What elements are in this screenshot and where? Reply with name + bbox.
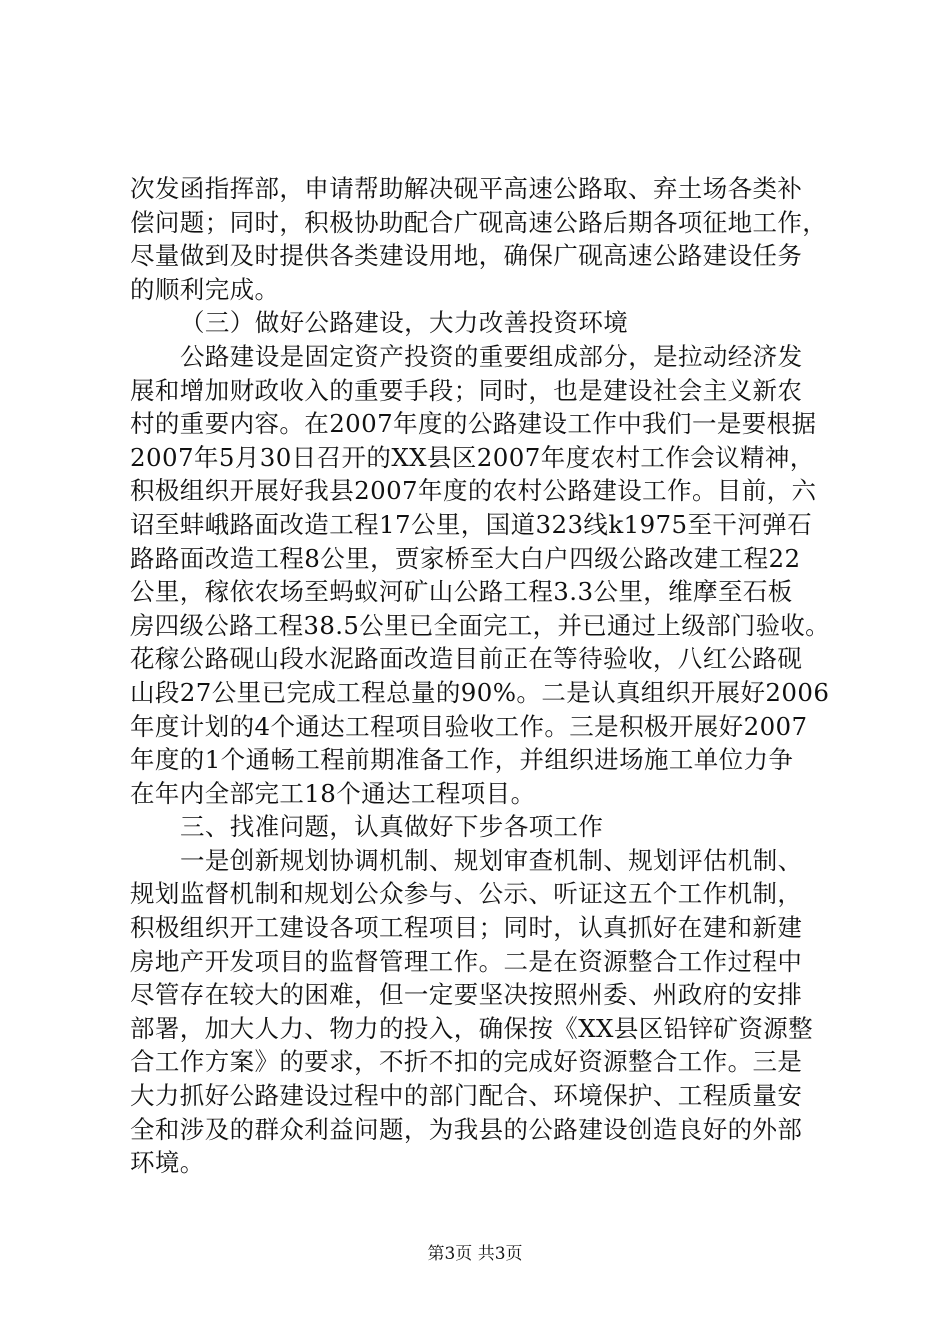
text-line: 规划监督机制和规划公众参与、公示、听证这五个工作机制， — [130, 879, 803, 909]
text-line: 一是创新规划协调机制、规划审查机制、规划评估机制、 — [180, 845, 803, 875]
text-line: 部署，加大人力、物力的投入，确保按《XX县区铅锌矿资源整 — [130, 1013, 814, 1043]
text-line: 年度计划的4个通达工程项目验收工作。三是积极开展好2007 — [130, 711, 808, 741]
text-line: 尽量做到及时提供各类建设用地，确保广砚高速公路建设任务 — [130, 241, 803, 271]
text-line: 房四级公路工程38.5公里已全面完工，并已通过上级部门验收。 — [130, 610, 830, 640]
text-line: 次发函指挥部，申请帮助解决砚平高速公路取、弃土场各类补 — [130, 174, 803, 203]
page-number-footer: 第3页 共3页 — [427, 1244, 523, 1264]
text-line: 2007年5月30日召开的XX县区2007年度农村工作会议精神， — [130, 442, 815, 472]
text-line: 花稼公路砚山段水泥路面改造目前正在等待验收，八红公路砚 — [130, 644, 803, 674]
text-line: 全和涉及的群众利益问题，为我县的公路建设创造良好的外部 — [130, 1114, 803, 1144]
text-line: 诏至蚌峨路面改造工程17公里，国道323线k1975至干河弹石 — [130, 509, 813, 539]
text-line: 公里，稼依农场至蚂蚁河矿山公路工程3.3公里，维摩至石板 — [130, 577, 793, 607]
text-line: 环境。 — [130, 1148, 205, 1178]
text-line: 积极组织开工建设各项工程项目；同时，认真抓好在建和新建 — [130, 913, 803, 943]
text-line: 村的重要内容。在2007年度的公路建设工作中我们一是要根据 — [130, 409, 817, 439]
text-line: 尽管存在较大的困难，但一定要坚决按照州委、州政府的安排 — [130, 980, 803, 1010]
text-line: 偿问题；同时，积极协助配合广砚高速公路后期各项征地工作， — [130, 207, 828, 237]
text-line: 合工作方案》的要求，不折不扣的完成好资源整合工作。三是 — [130, 1047, 803, 1077]
text-line: 年度的1个通畅工程前期准备工作，并组织进场施工单位力争 — [130, 745, 794, 775]
text-line: 山段27公里已完成工程总量的90%。二是认真组织开展好2006 — [130, 677, 830, 707]
body-text — [130, 172, 830, 1180]
text-line: 路路面改造工程8公里，贾家桥至大白户四级公路改建工程22 — [130, 543, 801, 573]
section-heading: 三、找准问题，认真做好下步各项工作 — [180, 812, 604, 842]
text-line: 的顺利完成。 — [130, 274, 280, 304]
section-heading: （三）做好公路建设，大力改善投资环境 — [180, 308, 629, 338]
text-line: 公路建设是固定资产投资的重要组成部分，是拉动经济发 — [180, 341, 803, 371]
text-line: 积极组织开展好我县2007年度的农村公路建设工作。目前，六 — [130, 476, 817, 506]
text-line: 在年内全部完工18个通达工程项目。 — [130, 778, 536, 808]
text-line: 大力抓好公路建设过程中的部门配合、环境保护、工程质量安 — [130, 1081, 803, 1111]
text-line: 房地产开发项目的监督管理工作。二是在资源整合工作过程中 — [130, 946, 803, 976]
text-line: 展和增加财政收入的重要手段；同时，也是建设社会主义新农 — [130, 375, 803, 405]
